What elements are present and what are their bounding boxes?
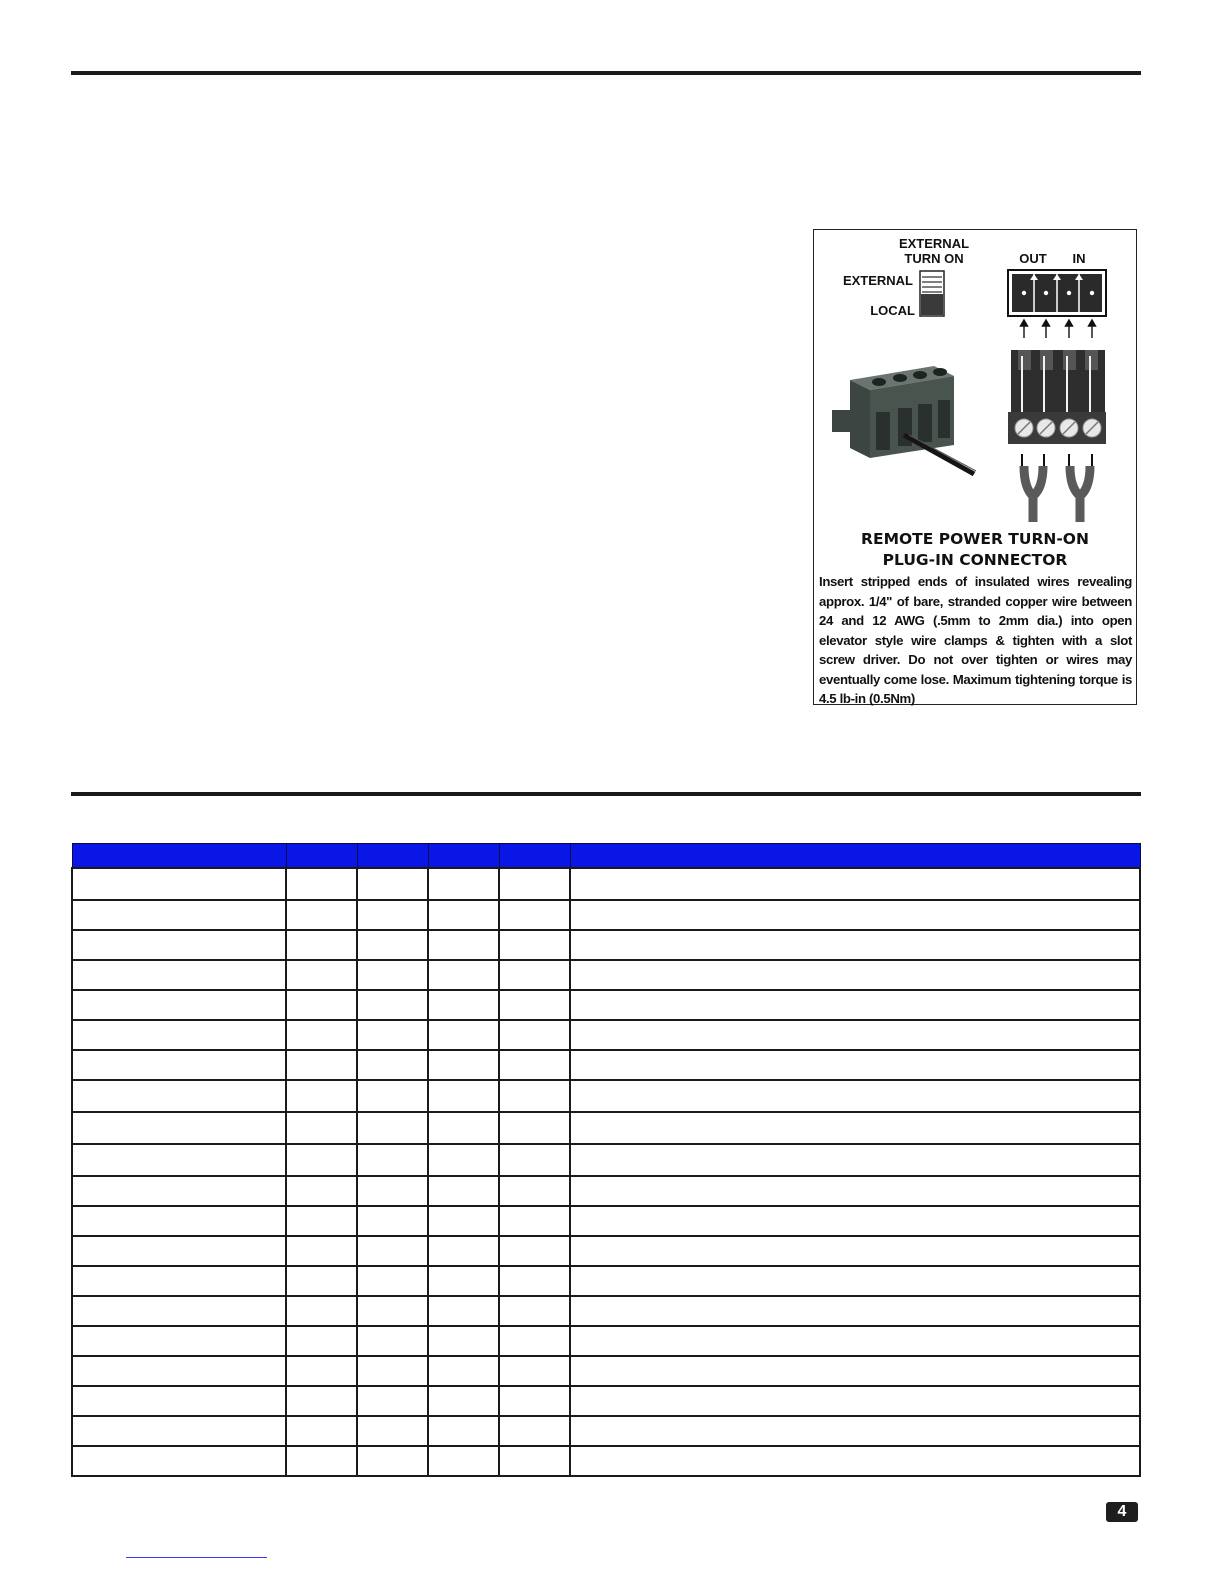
table-cell bbox=[357, 1446, 428, 1476]
table-cell bbox=[357, 990, 428, 1020]
table-cell bbox=[357, 1236, 428, 1266]
table-cell bbox=[286, 1416, 357, 1446]
table-cell bbox=[428, 1356, 499, 1386]
table-cell bbox=[499, 1356, 570, 1386]
table-cell bbox=[72, 960, 286, 990]
table-cell bbox=[428, 1206, 499, 1236]
table-cell bbox=[570, 1144, 1140, 1176]
table-cell bbox=[499, 990, 570, 1020]
table-cell bbox=[499, 1326, 570, 1356]
table-cell bbox=[357, 930, 428, 960]
spec-table bbox=[71, 843, 1141, 1477]
table-cell bbox=[428, 1446, 499, 1476]
table-cell bbox=[357, 1356, 428, 1386]
table-cell bbox=[72, 1356, 286, 1386]
table-cell bbox=[570, 1356, 1140, 1386]
figure-title-line1: REMOTE POWER TURN-ON bbox=[861, 530, 1089, 548]
header-cell bbox=[570, 844, 1140, 869]
table-cell bbox=[72, 900, 286, 930]
table-cell bbox=[357, 960, 428, 990]
table-row bbox=[72, 1112, 1140, 1144]
table-row bbox=[72, 990, 1140, 1020]
table-cell bbox=[286, 1050, 357, 1080]
table-row bbox=[72, 1176, 1140, 1206]
table-cell bbox=[570, 1206, 1140, 1236]
table-cell bbox=[499, 1416, 570, 1446]
header-cell bbox=[286, 844, 357, 869]
table-cell bbox=[357, 1266, 428, 1296]
table-cell bbox=[72, 1080, 286, 1112]
table-cell bbox=[428, 930, 499, 960]
table-cell bbox=[357, 1020, 428, 1050]
insert-arrows-icon bbox=[1021, 320, 1096, 338]
table-row bbox=[72, 1296, 1140, 1326]
table-cell bbox=[357, 1326, 428, 1356]
table-cell bbox=[72, 1144, 286, 1176]
table-cell bbox=[286, 1356, 357, 1386]
table-cell bbox=[570, 1176, 1140, 1206]
table-row bbox=[72, 960, 1140, 990]
table-row bbox=[72, 1266, 1140, 1296]
table-cell bbox=[499, 1020, 570, 1050]
table-cell bbox=[570, 1446, 1140, 1476]
table-row bbox=[72, 1446, 1140, 1476]
table-row bbox=[72, 1416, 1140, 1446]
table-cell bbox=[570, 1266, 1140, 1296]
figure-description: Insert stripped ends of insulated wires revealing approx. 1/4" of bare, stranded copper wire between 24 and 12 AWG (.5mm to 2mm dia.) into open elevator style wire clamps & tighten with a slot screw driver. Do not over tighten or wires may eventually come lose. Maximum tightening torque is 4.5 lb-in (0.5Nm) bbox=[819, 574, 1132, 706]
table-cell bbox=[428, 1020, 499, 1050]
table-cell bbox=[286, 1296, 357, 1326]
table-cell bbox=[428, 1144, 499, 1176]
table-cell bbox=[499, 1266, 570, 1296]
label-in: IN bbox=[1072, 251, 1086, 266]
table-cell bbox=[72, 1206, 286, 1236]
table-cell bbox=[72, 868, 286, 900]
table-cell bbox=[499, 868, 570, 900]
table-cell bbox=[499, 1144, 570, 1176]
table-cell bbox=[499, 1236, 570, 1266]
table-cell bbox=[499, 1296, 570, 1326]
table-cell bbox=[357, 1050, 428, 1080]
table-row bbox=[72, 1206, 1140, 1236]
table-cell bbox=[428, 990, 499, 1020]
table-cell bbox=[72, 1112, 286, 1144]
label-external: EXTERNAL bbox=[842, 273, 913, 288]
table-cell bbox=[428, 1050, 499, 1080]
table-cell bbox=[286, 1144, 357, 1176]
table-cell bbox=[570, 990, 1140, 1020]
table-cell bbox=[428, 1112, 499, 1144]
label-local: LOCAL bbox=[870, 303, 915, 318]
table-cell bbox=[428, 1080, 499, 1112]
table-cell bbox=[570, 1326, 1140, 1356]
terminal-socket-icon bbox=[1008, 270, 1106, 316]
table-cell bbox=[499, 930, 570, 960]
table-cell bbox=[570, 1080, 1140, 1112]
table-cell bbox=[570, 1296, 1140, 1326]
table-cell bbox=[428, 1326, 499, 1356]
table-cell bbox=[286, 1326, 357, 1356]
table-cell bbox=[72, 990, 286, 1020]
header-cell bbox=[357, 844, 428, 869]
table-row bbox=[72, 1386, 1140, 1416]
table-cell bbox=[286, 1386, 357, 1416]
header-cell bbox=[72, 844, 286, 869]
header-cell bbox=[428, 844, 499, 869]
table-cell bbox=[499, 1386, 570, 1416]
table-cell bbox=[428, 1416, 499, 1446]
wire-pairs-icon bbox=[1022, 454, 1092, 522]
section-rule bbox=[71, 792, 1141, 796]
table-cell bbox=[357, 1080, 428, 1112]
table-row bbox=[72, 930, 1140, 960]
table-cell bbox=[357, 900, 428, 930]
table-row bbox=[72, 1326, 1140, 1356]
table-cell bbox=[357, 1176, 428, 1206]
table-cell bbox=[286, 1266, 357, 1296]
table-cell bbox=[286, 1080, 357, 1112]
table-row bbox=[72, 1080, 1140, 1112]
table-cell bbox=[286, 960, 357, 990]
table-row bbox=[72, 1050, 1140, 1080]
table-cell bbox=[428, 960, 499, 990]
table-cell bbox=[72, 1020, 286, 1050]
table-cell bbox=[499, 900, 570, 930]
figure-title bbox=[814, 529, 1136, 571]
table-header-row bbox=[72, 844, 1140, 869]
table-cell bbox=[72, 930, 286, 960]
footer-link-underline[interactable] bbox=[126, 1557, 267, 1558]
table-cell bbox=[570, 868, 1140, 900]
table-cell bbox=[428, 1176, 499, 1206]
slide-switch-icon bbox=[920, 271, 944, 316]
label-out: OUT bbox=[1019, 251, 1047, 266]
table-cell bbox=[570, 1112, 1140, 1144]
table-cell bbox=[428, 868, 499, 900]
table-cell bbox=[499, 1050, 570, 1080]
table-cell bbox=[357, 1416, 428, 1446]
table-body bbox=[72, 868, 1140, 1476]
table-cell bbox=[286, 990, 357, 1020]
table-cell bbox=[357, 1386, 428, 1416]
table-cell bbox=[286, 930, 357, 960]
table-cell bbox=[428, 900, 499, 930]
table-row bbox=[72, 868, 1140, 900]
table-cell bbox=[72, 1176, 286, 1206]
label-external-turn-on-2: TURN ON bbox=[904, 251, 964, 266]
table-cell bbox=[357, 1296, 428, 1326]
table-cell bbox=[72, 1386, 286, 1416]
table-cell bbox=[357, 868, 428, 900]
table-cell bbox=[570, 1020, 1140, 1050]
table-cell bbox=[72, 1296, 286, 1326]
table-cell bbox=[499, 1176, 570, 1206]
table-row bbox=[72, 1144, 1140, 1176]
table-cell bbox=[499, 1080, 570, 1112]
table-cell bbox=[570, 1386, 1140, 1416]
table-cell bbox=[428, 1236, 499, 1266]
table-cell bbox=[72, 1050, 286, 1080]
table-cell bbox=[286, 868, 357, 900]
table-cell bbox=[570, 1416, 1140, 1446]
connector-illustration bbox=[814, 230, 1136, 530]
table-cell bbox=[286, 900, 357, 930]
remote-turn-on-figure bbox=[813, 229, 1137, 705]
table-row bbox=[72, 1356, 1140, 1386]
table-cell bbox=[357, 1144, 428, 1176]
table-cell bbox=[72, 1266, 286, 1296]
table-cell bbox=[499, 1112, 570, 1144]
table-cell bbox=[286, 1446, 357, 1476]
header-cell bbox=[499, 844, 570, 869]
table-cell bbox=[499, 1206, 570, 1236]
table-row bbox=[72, 900, 1140, 930]
table-cell bbox=[357, 1206, 428, 1236]
table-cell bbox=[428, 1386, 499, 1416]
plug-connector-diagram-icon bbox=[1008, 350, 1106, 444]
table-cell bbox=[286, 1206, 357, 1236]
table-cell bbox=[570, 960, 1140, 990]
table-cell bbox=[428, 1296, 499, 1326]
table-cell bbox=[499, 960, 570, 990]
table-cell bbox=[499, 1446, 570, 1476]
table-row bbox=[72, 1020, 1140, 1050]
table-cell bbox=[570, 1050, 1140, 1080]
table-cell bbox=[72, 1236, 286, 1266]
table-cell bbox=[286, 1020, 357, 1050]
table-cell bbox=[72, 1416, 286, 1446]
table-cell bbox=[570, 900, 1140, 930]
table-cell bbox=[428, 1266, 499, 1296]
table-cell bbox=[72, 1446, 286, 1476]
table-cell bbox=[286, 1176, 357, 1206]
label-external-turn-on-1: EXTERNAL bbox=[898, 236, 970, 251]
table-cell bbox=[357, 1112, 428, 1144]
plug-connector-photo-icon bbox=[832, 366, 976, 474]
table-cell bbox=[286, 1112, 357, 1144]
table-cell bbox=[570, 1236, 1140, 1266]
table-cell bbox=[570, 930, 1140, 960]
top-rule bbox=[71, 71, 1141, 75]
page-number: 4 bbox=[1106, 1502, 1138, 1522]
table-cell bbox=[72, 1326, 286, 1356]
figure-title-line2: PLUG-IN CONNECTOR bbox=[882, 551, 1068, 569]
table-row bbox=[72, 1236, 1140, 1266]
table-cell bbox=[286, 1236, 357, 1266]
